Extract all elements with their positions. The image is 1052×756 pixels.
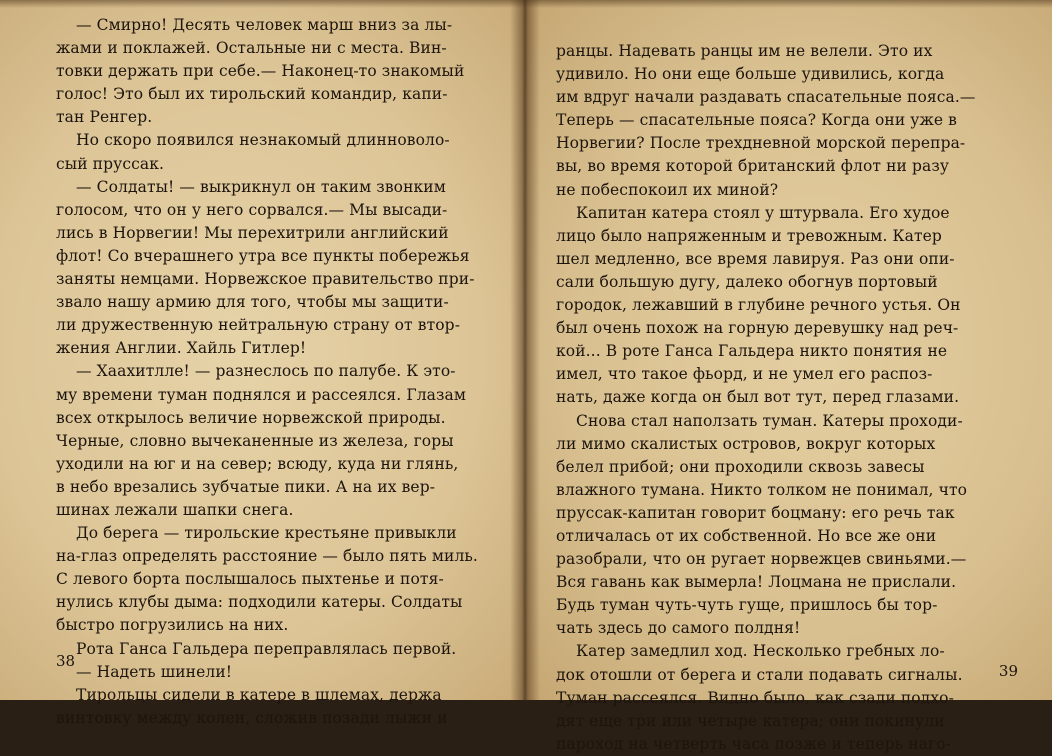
text-line: шинах лежали шапки снега. (56, 500, 294, 519)
text-line: удивило. Но они еще больше удивились, когда (556, 65, 945, 84)
left-page (0, 0, 524, 727)
left-page-text (56, 14, 504, 730)
text-line: С левого борта послышалось пыхтенье и потя- (56, 570, 444, 589)
text-line: нулись клубы дыма: подходили катеры. Солдаты (56, 593, 463, 612)
text-line: ранцы. Надевать ранцы им не велели. Это их (556, 42, 933, 60)
text-line: — Хаахитлле! — разнеслось по палубе. К это- (76, 362, 456, 381)
text-line: жения Англии. Хайль Гитлер! (56, 339, 307, 358)
text-line: — Надеть шинели! (76, 662, 233, 681)
text-line: Снова стал наползать туман. Катеры проходи- (576, 411, 963, 430)
text-line: городок, лежавший в глубине речного устья. Он (556, 296, 961, 315)
text-line: вы, во время которой британский флот ни разу (556, 157, 950, 176)
text-line: Но скоро появился незнакомый длинноволо- (76, 131, 450, 150)
text-line: ли дружественную нейтральную страну от втор- (56, 316, 461, 335)
text-line: му времени туман поднялся и рассеялся. Глазам (56, 385, 467, 404)
page-edge-shadow (0, 0, 1052, 8)
text-line: всех открылось величие норвежской природы. (56, 408, 446, 427)
text-line: винтовку между колен, сложив позади лыжи и (56, 708, 448, 727)
text-line: быстро погрузились на них. (56, 616, 289, 635)
text-line: товки держать при себе.— Наконец-то знакомый (56, 62, 465, 81)
text-line: кой... В роте Ганса Гальдера никто понятия не (556, 342, 948, 361)
text-line: Катер замедлил ход. Несколько гребных ло- (576, 642, 945, 661)
left-page-number: 38 (56, 652, 76, 670)
text-line: — Смирно! Десять человек марш вниз за лы- (76, 16, 453, 34)
text-line: голос! Это был их тирольский командир, капи- (56, 85, 448, 104)
text-line: флот! Со вчерашнего утра все пункты побережья (56, 246, 470, 265)
text-line: был очень похож на горную деревушку над реч- (556, 319, 959, 338)
text-line: Норвегии? После трехдневной морской перепра- (556, 134, 966, 153)
text-line: Тирольцы сидели в катере в шлемах, держа (76, 685, 442, 704)
text-line: им вдруг начали раздавать спасательные пояса.— (556, 88, 976, 107)
text-line: отличалась от их собственной. Но все же они (556, 526, 937, 545)
text-line: заняты немцами. Норвежское правительство при- (56, 270, 475, 289)
text-line: лись в Норвегии! Мы перехитрили английский (56, 223, 449, 242)
text-line: разобрали, что он ругает норвежцев свиньями.— (556, 550, 967, 569)
text-line: на-глаз определять расстояние — было пять миль. (56, 547, 478, 566)
text-line: уходили на юг и на север; всюду, куда ни глянь, (56, 454, 459, 473)
right-page-number: 39 (998, 662, 1018, 680)
text-line: шел медленно, все время лавируя. Раз они опи- (556, 249, 955, 268)
text-line: жами и поклажей. Остальные ни с места. Вин- (56, 39, 447, 58)
text-line: влажного тумана. Никто толком не понимал, что (556, 480, 968, 499)
text-line: чать здесь до самого полдня! (556, 619, 801, 638)
text-line: дят еще три или четыре катера; они покинули (556, 711, 945, 730)
text-line: Капитан катера стоял у штурвала. Его худое (576, 203, 950, 222)
text-line: Рота Ганса Гальдера переправлялась первой. (76, 639, 457, 658)
text-line: голосом, что он у него сорвался.— Мы высади- (56, 200, 448, 219)
text-line: пароход на четверть часа позже и теперь наго- (556, 734, 951, 753)
text-line: Будь туман чуть-чуть гуще, пришлось бы тор- (556, 596, 938, 615)
text-line: Теперь — спасательные пояса? Когда они уже в (556, 111, 957, 130)
text-line: Черные, словно вычеканенные из железа, горы (56, 431, 454, 450)
text-line: сый пруссак. (56, 154, 165, 173)
text-line: лицо было напряженным и тревожным. Катер (556, 226, 942, 245)
text-line: ли мимо скалистых островов, вокруг которых (556, 434, 936, 453)
text-line: в небо врезались зубчатые пики. А на их вер- (56, 477, 436, 496)
text-line: Туман рассеялся. Видно было, как сзади подхо- (556, 688, 954, 707)
text-line: звало нашу армию для того, чтобы мы защити- (56, 293, 449, 312)
text-line: тан Ренгер. (56, 108, 153, 127)
text-line: док отошли от берега и стали подавать сигналы. (556, 665, 963, 684)
text-line: не побеспокоил их миной? (556, 180, 779, 199)
text-line: пруссак-капитан говорит боцману: его речь так (556, 503, 955, 522)
text-line: имел, что такое фьорд, и не умел его распоз- (556, 365, 933, 384)
text-line: — Солдаты! — выкрикнул он таким звонким (76, 177, 446, 196)
text-line: До берега — тирольские крестьяне привыкли (76, 524, 457, 543)
text-line: Вся гавань как вымерла! Лоцмана не прислали. (556, 573, 957, 592)
right-page-text (556, 40, 992, 756)
text-line: белел прибой; они проходили сквозь завесы (556, 457, 925, 476)
text-line: нать, даже когда он был вот тут, перед глазами. (556, 388, 960, 407)
right-page (524, 0, 1052, 753)
text-line: сали большую дугу, далеко обогнув портовый (556, 272, 938, 291)
